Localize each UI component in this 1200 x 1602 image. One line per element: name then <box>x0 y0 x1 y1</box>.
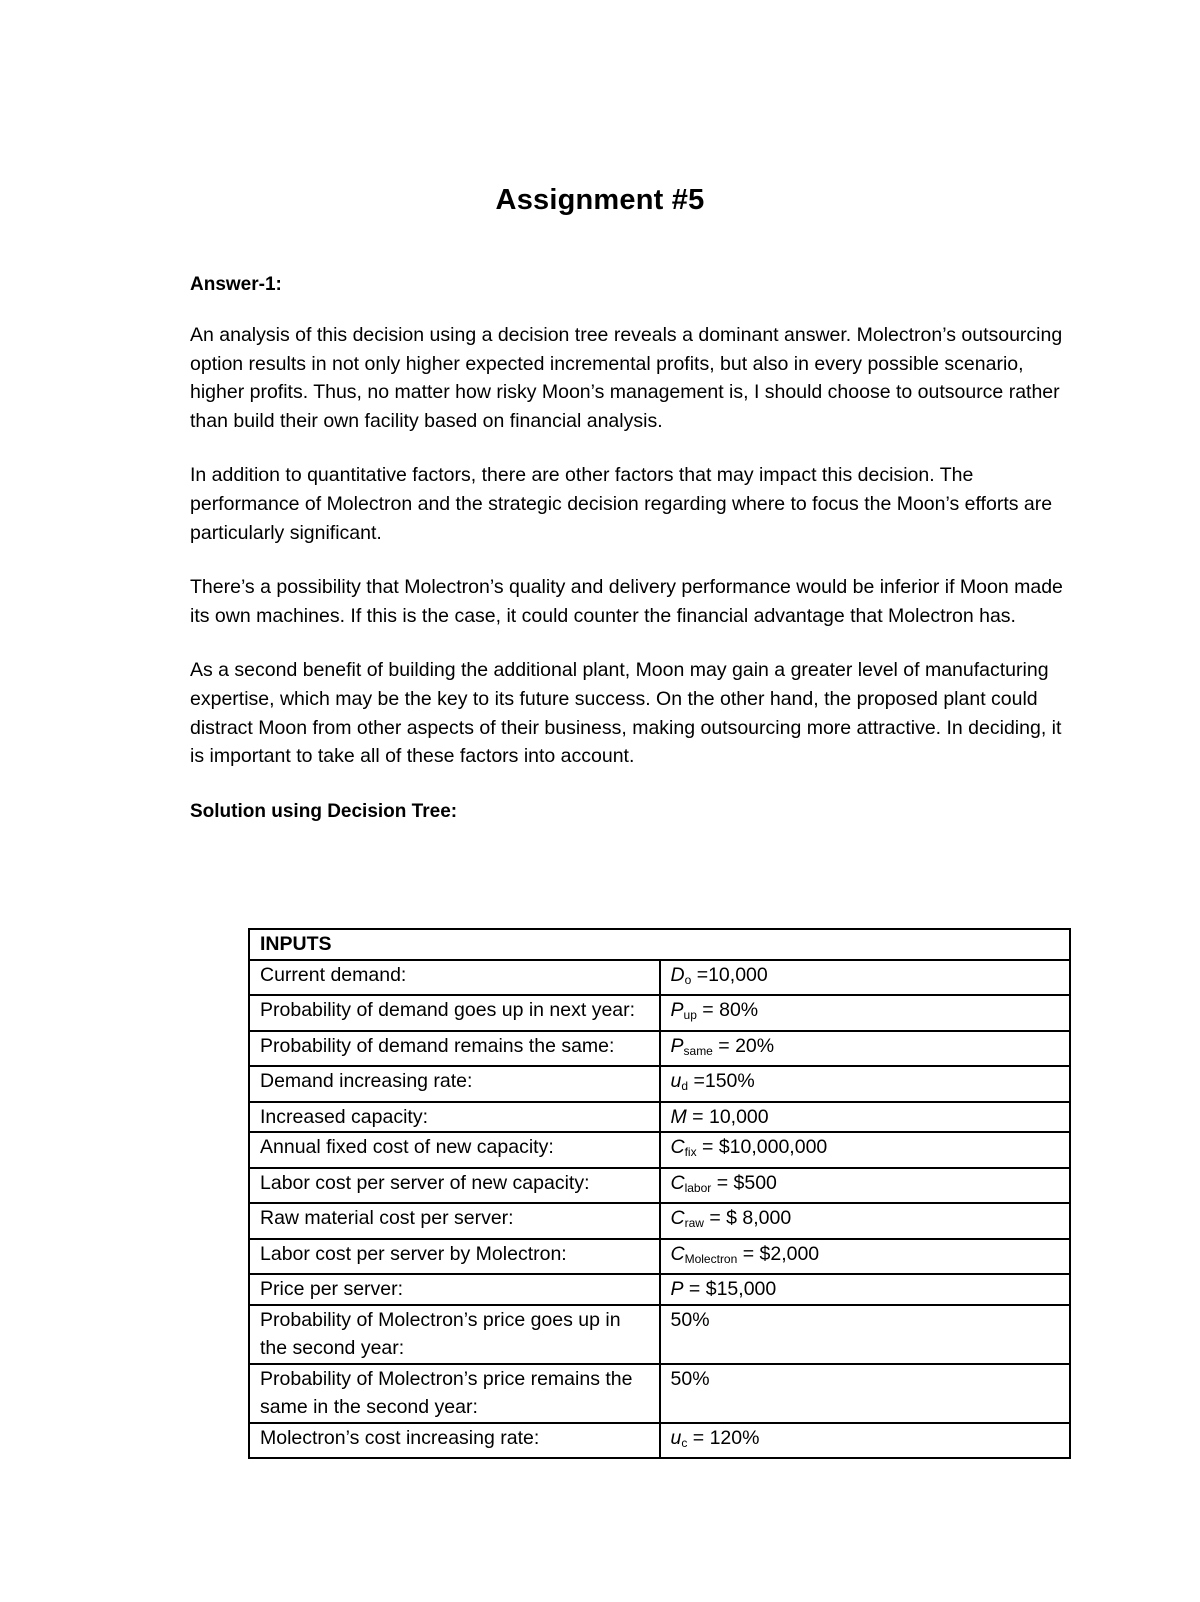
table-row <box>249 995 1070 1031</box>
value-text: 50% <box>670 1367 710 1390</box>
value-subscript: c <box>681 1435 688 1450</box>
table-row <box>249 960 1070 996</box>
input-label: Probability of Molectron’s price remains the same in the second year: <box>249 1364 660 1423</box>
input-label: Probability of demand remains the same: <box>249 1031 660 1067</box>
value-subscript: same <box>683 1043 713 1058</box>
value-symbol: C <box>670 1242 685 1265</box>
value-text: = 10,000 <box>686 1105 769 1128</box>
answer-section <box>190 270 1080 826</box>
input-label: Price per server: <box>249 1274 660 1305</box>
table-row <box>249 1203 1070 1239</box>
table-header-cell: INPUTS <box>249 929 1070 960</box>
input-value <box>660 1102 1071 1133</box>
input-label: Increased capacity: <box>249 1102 660 1133</box>
value-text: = $ 8,000 <box>703 1207 792 1229</box>
value-text: = $10,000,000 <box>696 1136 828 1158</box>
table-row <box>249 1168 1070 1204</box>
input-label: Probability of demand goes up in next year: <box>249 995 660 1031</box>
table-row <box>249 1274 1070 1305</box>
value-subscript: Molectron <box>684 1251 738 1266</box>
input-value <box>660 1203 1071 1239</box>
input-value <box>660 1168 1071 1204</box>
value-subscript: up <box>683 1008 697 1022</box>
table-row <box>249 1066 1070 1102</box>
table-row <box>249 1364 1070 1423</box>
value-subscript: o <box>684 972 692 987</box>
input-value <box>660 1066 1071 1102</box>
paragraph-second-benefit: As a second benefit of building the additional plant, Moon may gain a greater level of manufacturing expertise, which may be the key to its future success. On the other hand, the proposed plant could distract Moon from other aspects of their business, making outsourcing more attractive. In deciding, it is important to take all of these factors into account. <box>190 659 1062 768</box>
input-value <box>660 1031 1071 1067</box>
input-value <box>660 1423 1071 1459</box>
table-header-row <box>249 929 1070 960</box>
input-value <box>660 1364 1071 1423</box>
input-label: Annual fixed cost of new capacity: <box>249 1132 660 1168</box>
table-row <box>249 1031 1070 1067</box>
table-row <box>249 1305 1070 1364</box>
input-label: Demand increasing rate: <box>249 1066 660 1102</box>
value-subscript: labor <box>684 1180 712 1195</box>
value-symbol: P <box>670 999 684 1021</box>
value-text: 50% <box>670 1308 710 1331</box>
solution-heading: Solution using Decision Tree: <box>190 800 458 822</box>
inputs-table <box>248 928 1071 1459</box>
input-value <box>660 1305 1071 1364</box>
value-subscript: fix <box>684 1145 697 1159</box>
value-symbol: M <box>670 1105 687 1128</box>
input-label: Current demand: <box>249 960 660 996</box>
value-text: = $15,000 <box>683 1278 777 1300</box>
input-value <box>660 1132 1071 1168</box>
table-row <box>249 1102 1070 1133</box>
value-subscript: raw <box>684 1216 704 1230</box>
paragraph-quantitative-factors: In addition to quantitative factors, there are other factors that may impact this decision. The performance of Molectron and the strategic decision regarding where to focus the Moon’s efforts are particularly significant. <box>190 464 1053 544</box>
input-label: Molectron’s cost increasing rate: <box>249 1423 660 1459</box>
table-row <box>249 1239 1070 1275</box>
value-subscript: d <box>681 1079 689 1093</box>
value-text: =10,000 <box>691 963 768 986</box>
input-value <box>660 995 1071 1031</box>
input-label: Labor cost per server of new capacity: <box>249 1168 660 1204</box>
value-symbol: C <box>670 1171 685 1194</box>
value-text: = 20% <box>712 1034 775 1057</box>
value-text: = 80% <box>696 999 759 1021</box>
input-value <box>660 960 1071 996</box>
input-value <box>660 1239 1071 1275</box>
paragraph-quality-performance: There’s a possibility that Molectron’s quality and delivery performance would be inferior if Moon made its own machines. If this is the case, it could counter the financial advantage that Molectron has. <box>190 576 1063 627</box>
input-label: Probability of Molectron’s price goes up in the second year: <box>249 1305 660 1364</box>
value-symbol: P <box>670 1034 684 1057</box>
input-label: Labor cost per server by Molectron: <box>249 1239 660 1275</box>
value-symbol: C <box>670 1136 685 1158</box>
value-text: =150% <box>688 1070 755 1092</box>
input-label: Raw material cost per server: <box>249 1203 660 1239</box>
table-row <box>249 1132 1070 1168</box>
table-row <box>249 1423 1070 1459</box>
value-text: = $500 <box>711 1171 777 1194</box>
value-symbol: u <box>670 1426 682 1449</box>
value-symbol: u <box>670 1070 682 1092</box>
answer-heading: Answer-1: <box>190 274 282 295</box>
paragraph-analysis: An analysis of this decision using a decision tree reveals a dominant answer. Molectron’s outsourcing option results in not only higher expected incremental profits, but also in every possible scenario, higher profits. Thus, no matter how risky Moon’s management is, I should choose to outsource rather than build their own facility based on financial analysis. <box>190 324 1063 432</box>
input-value <box>660 1274 1071 1305</box>
value-symbol: D <box>670 963 685 986</box>
value-text: = 120% <box>687 1426 760 1449</box>
value-symbol: P <box>670 1278 684 1300</box>
value-symbol: C <box>670 1207 685 1229</box>
value-text: = $2,000 <box>737 1242 820 1265</box>
document-title: Assignment #5 <box>495 184 705 216</box>
